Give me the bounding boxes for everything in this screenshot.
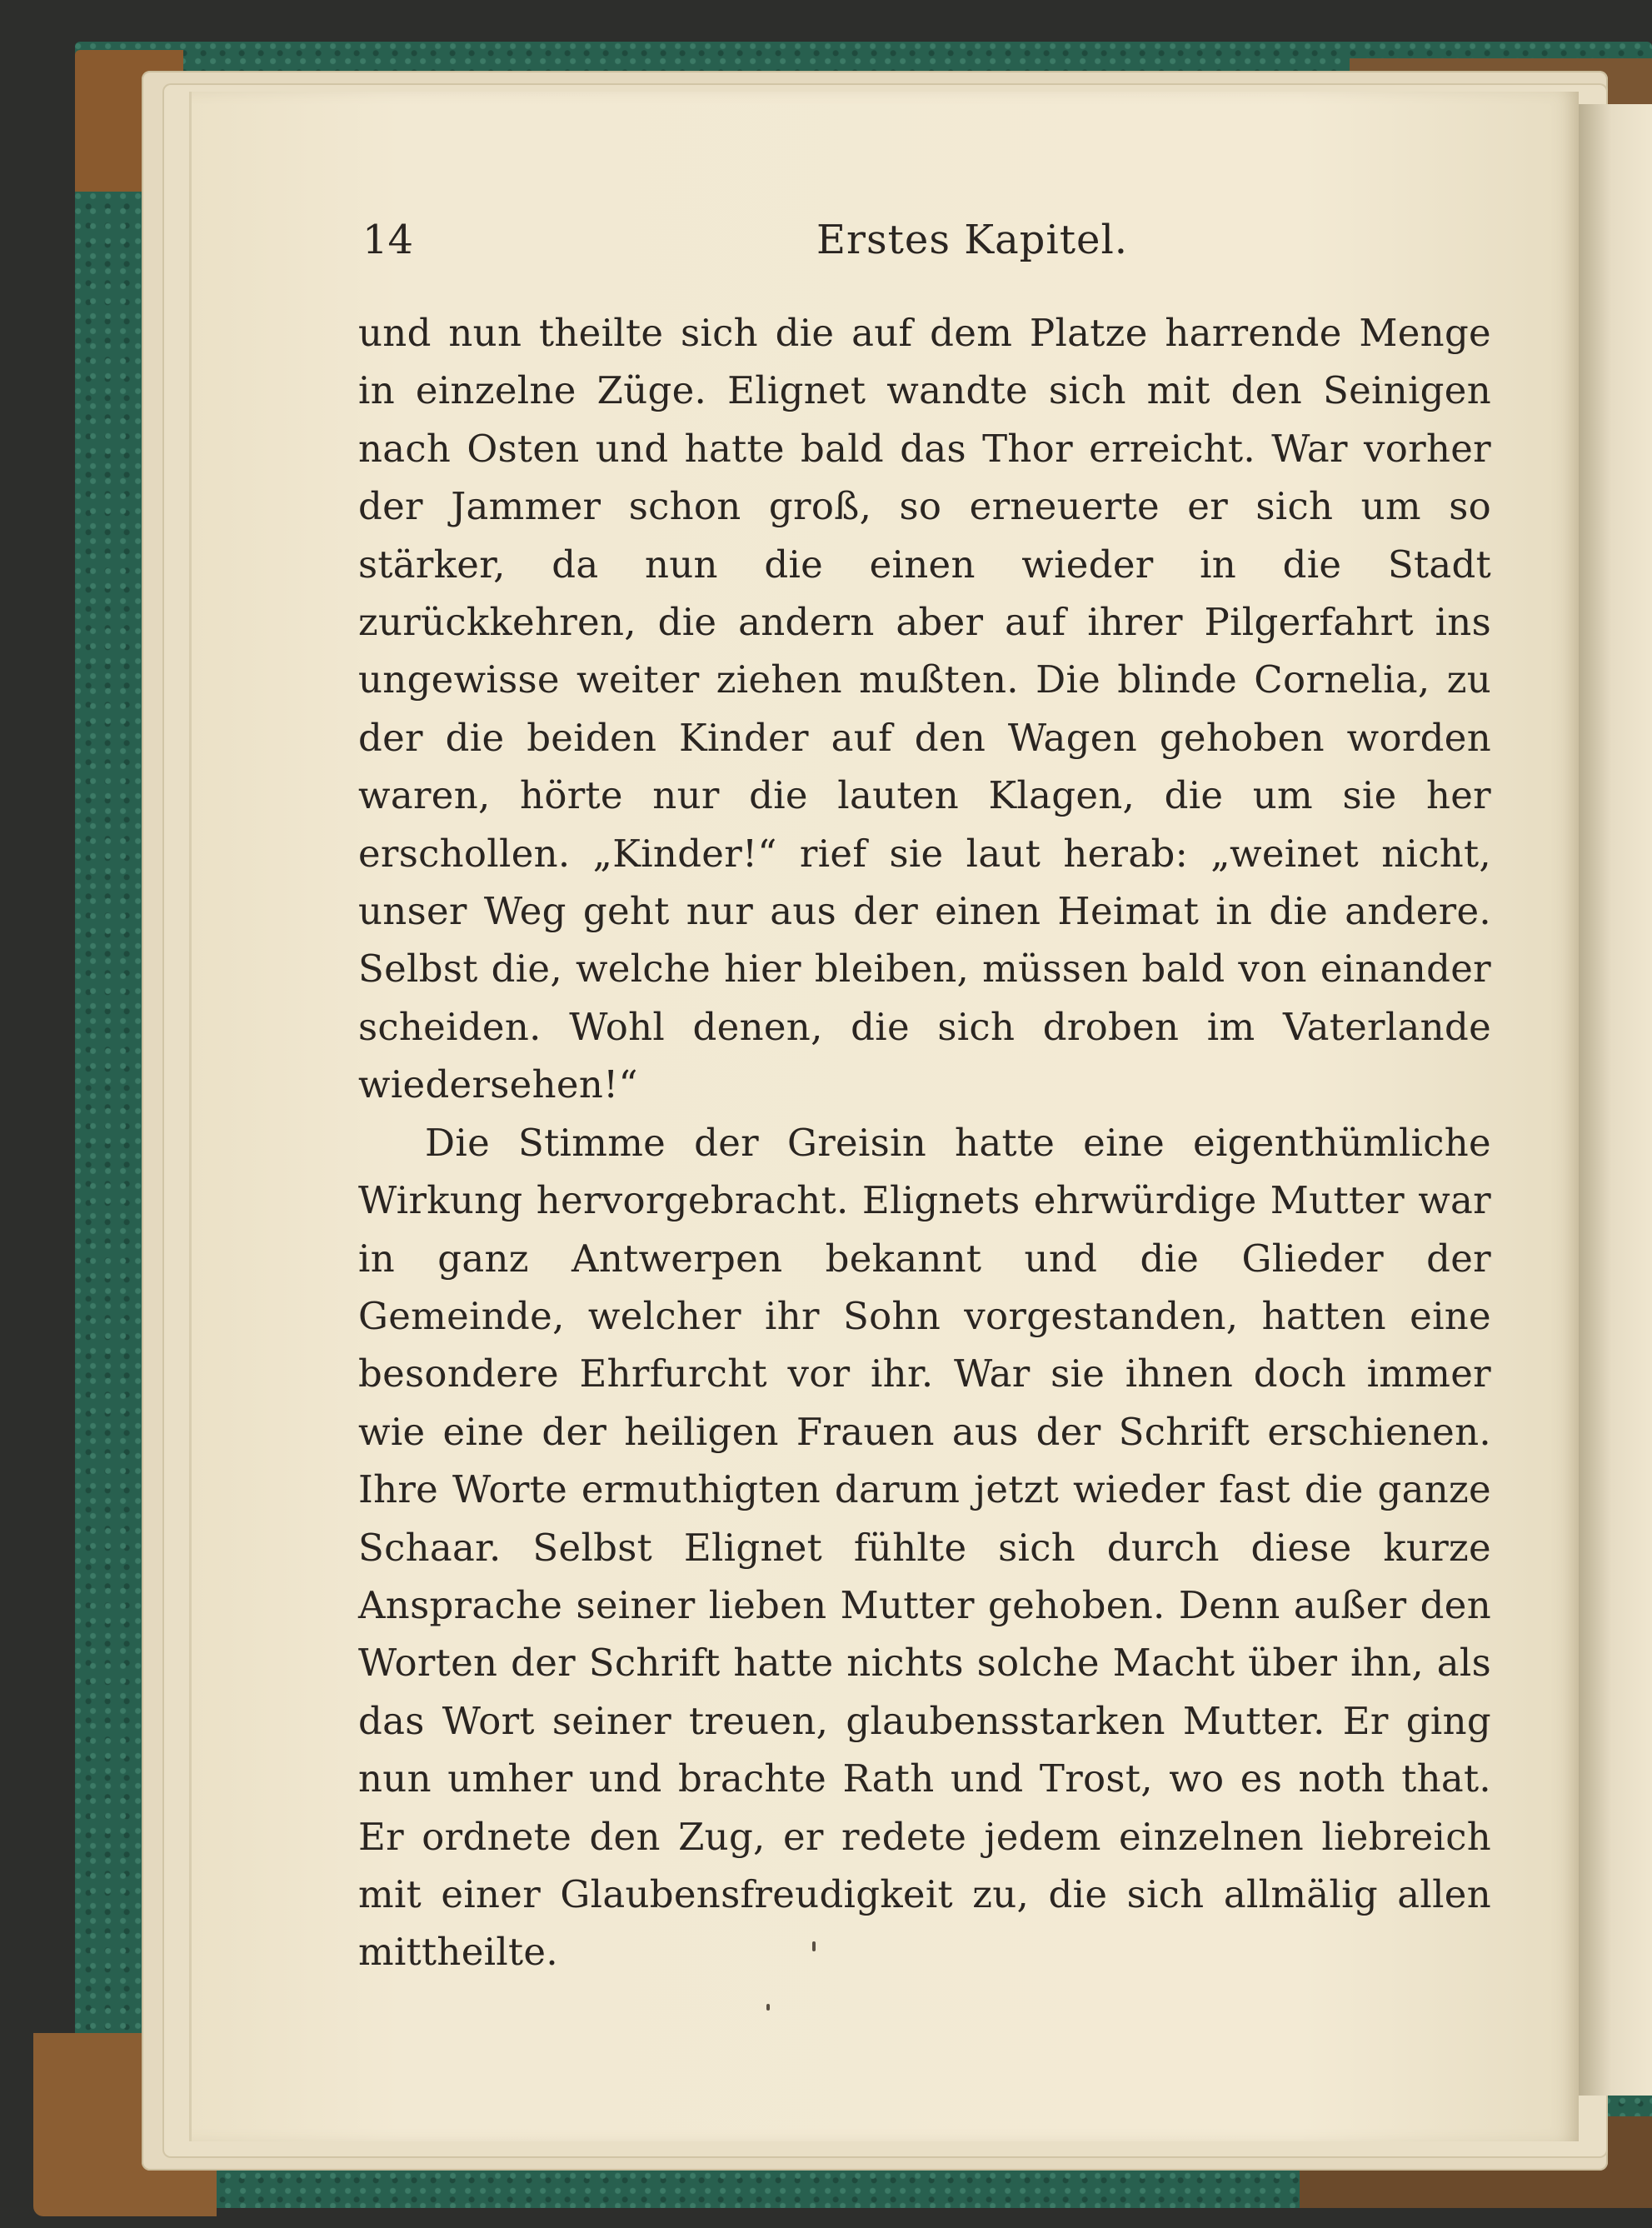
page-number: 14 xyxy=(362,217,414,263)
paragraph: und nun theilte sich die auf dem Platze harrende Menge in einzelne Züge. Elignet wandte sich mit den Seinigen nach Osten und hatte bald das Thor erreicht. War vorher der Jammer schon groß, so erneuerte er sich um so stärker, da nun die einen wieder in die Stadt zurückkehren, die andern aber auf ihrer Pilgerfahrt ins ungewisse weiter ziehen mußten. Die blinde Cornelia, zu der die beiden Kinder auf den Wagen gehoben worden waren, hörte nur die lauten Klagen, die um sie her erschollen. „Kinder!“ rief sie laut herab: „weinet nicht, unser Weg geht nur aus der einen Heimat in die andere. Selbst die, welche hier bleiben, müssen bald von einander scheiden. Wohl denen, die sich droben im Vaterlande wiedersehen!“ xyxy=(358,311,1491,1107)
facing-page xyxy=(1579,104,1652,2096)
book-page xyxy=(192,92,1579,2141)
body-text xyxy=(358,304,1491,1981)
ink-speck xyxy=(766,2004,770,2011)
page-header xyxy=(362,217,1545,283)
ink-speck xyxy=(812,1941,816,1951)
paragraph: Die Stimme der Greisin hatte eine eigenthümliche Wirkung hervorgebracht. Elignets ehrwürdige Mutter war in ganz Antwerpen bekannt und die Glieder der Gemeinde, welcher ihr Sohn vorgestanden, hatten eine besondere Ehrfurcht vor ihr. War sie ihnen doch immer wie eine der heiligen Frauen aus der Schrift erschienen. Ihre Worte ermuthigten darum jetzt wieder fast die ganze Schaar. Selbst Elignet fühlte sich durch diese kurze Ansprache seiner lieben Mutter gehoben. Denn außer den Worten der Schrift hatte nichts solche Macht über ihn, als das Wort seiner treuen, glaubensstarken Mutter. Er ging nun umher und brachte Rath und Trost, wo es noth that. Er ordnete den Zug, er redete jedem einzelnen liebreich mit einer Glaubensfreudigkeit zu, die sich allmälig allen mittheilte. xyxy=(358,1120,1491,1975)
running-title: Erstes Kapitel. xyxy=(816,217,1129,263)
